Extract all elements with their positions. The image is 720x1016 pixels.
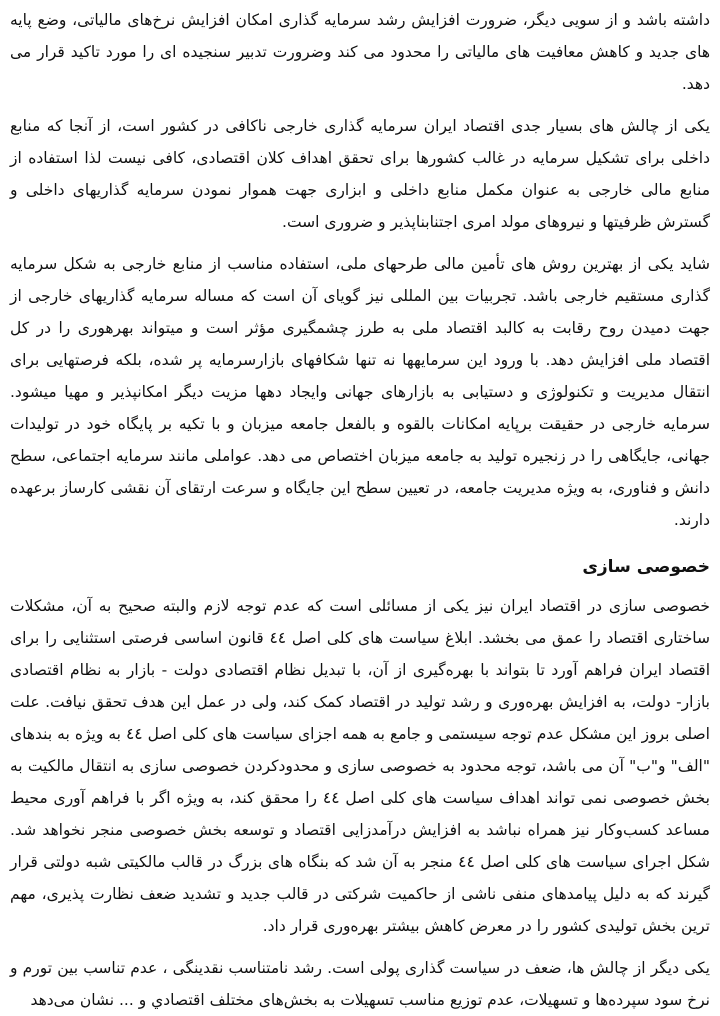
paragraph-tax-policy: داشته باشد و از سویی دیگر، ضرورت افزایش رشد سرمایه گذاری امکان افزایش نرخ‌های مالیاتی، وضع پایه های جدید و کاهش معافیت های مالیاتی را محدود می کند وضرورت تدبیر سنجیده ای را مورد تاکید قرار می دهد. <box>10 11 710 93</box>
section-heading-privatization: خصوصی سازی <box>582 557 710 577</box>
paragraph-monetary-policy: یکی دیگر از چالش ها، ضعف در سیاست گذاری پولی است. رشد نامتناسب نقدینگی ، عدم تناسب بین تورم و نرخ سود سپرده‌ها و تسهیلات، عدم توزیع مناسب تسهیلات به بخش‌های مختلف اقتصادي و ... نشان می‌دهد <box>10 959 710 1009</box>
paragraph-direct-investment: شاید یکی از بهترین روش های تأمین مالی طرحهای ملی، استفاده مناسب از منابع خارجی به شکل سرمایه گذاری مستقیم خارجی باشد. تجربیات بین المللی نیز گویای آن است که مساله سرمایه گذاریهای خارجی از جهت دمیدن روح رقابت به کالبد اقتصاد ملی به طرز چشمگیری مؤثر است و میتواند بهرهوری را در کل اقتصاد ملی افزایش دهد. با ورود این سرمایهها نه تنها شکافهای بازارسرمایه پر شده، بلکه فرصتهایی برای انتقال مدیریت و تکنولوژی و دستیابی به بازارهای جهانی وایجاد دهها مزیت دیگر امکانپذیر و مهیا میشود. سرمایه خارجی در حقیقت برپایه امکانات بالقوه و بالفعل جامعه میزبان و با تکیه بر پایگاه خود در تولیدات جهانی، جایگاهی را در زنجیره تولید به جامعه میزبان اختصاص می دهد. عواملی مانند سرمایه اجتماعی، سطح دانش و فناوری، به ویژه مدیریت جامعه، در تعیین سطح این جایگاه و سرعت ارتقای آن نقشی کارساز برعهده دارند. <box>10 255 710 529</box>
paragraph-privatization: خصوصی سازی در اقتصاد ایران نیز یکی از مسائلی است که عدم توجه لازم والبته صحیح به آن، مشکلات ساختاری اقتصاد را عمق می بخشد. ابلاغ سیاست های کلی اصل ٤٤ قانون اساسی فرصتی استثنایی را برای اقتصاد ایران فراهم آورد تا بتواند با بهره‌گیری از آن، با تبدیل نظام اقتصادی دولت - بازار به نظام اقتصادی بازار- دولت، به افزایش بهره‌وری و رشد تولید در اقتصاد کمک کند، ولی در عمل این هدف تحقق نیافت. علت اصلی بروز این مشکل عدم توجه سیستمی و جامع به همه اجزای سیاست های کلی اصل ٤٤ به ویژه به بندهای "الف" و"ب" آن می باشد، توجه محدود به خصوصی سازی و محدودکردن خصوصی سازی به انتقال مالکیت به بخش خصوصی نمی تواند اهداف سیاست های کلی اصل ٤٤ را محقق کند، به ویژه اگر با فراهم آوری محیط مساعد کسب‌وکار نیز همراه نباشد به افزایش درآمدزایی اقتصاد و توسعه بخش خصوصی منجر نخواهد شد. شکل اجرای سیاست های کلی اصل ٤٤ منجر به آن شد که بنگاه های بزرگ در قالب مالکیتی شبه دولتی قرار گیرند که به دلیل پیامدهای منفی ناشی از حاکمیت شرکتی در قالب جدید و تشدید ضعف نظارت پذیری، مهم ترین بخش تولیدی کشور را در معرض کاهش بیشتر بهره‌وری قرار داد. <box>10 597 710 935</box>
paragraph-foreign-investment: یکی از چالش های بسیار جدی اقتصاد ایران سرمایه گذاری خارجی ناکافی در کشور است، از آنجا که منابع داخلی برای تشکیل سرمایه در غالب کشورها برای تحقق اهداف کلان اقتصادی، کافی نیست لذا استفاده از منابع مالی خارجی به عنوان مکمل منابع داخلی و ابزاری جهت هموار نمودن سرمایه گذاریهای داخلی و گسترش ظرفیتها و نیروهای مولد امری اجتنابناپذیر و ضروری است. <box>10 117 710 231</box>
